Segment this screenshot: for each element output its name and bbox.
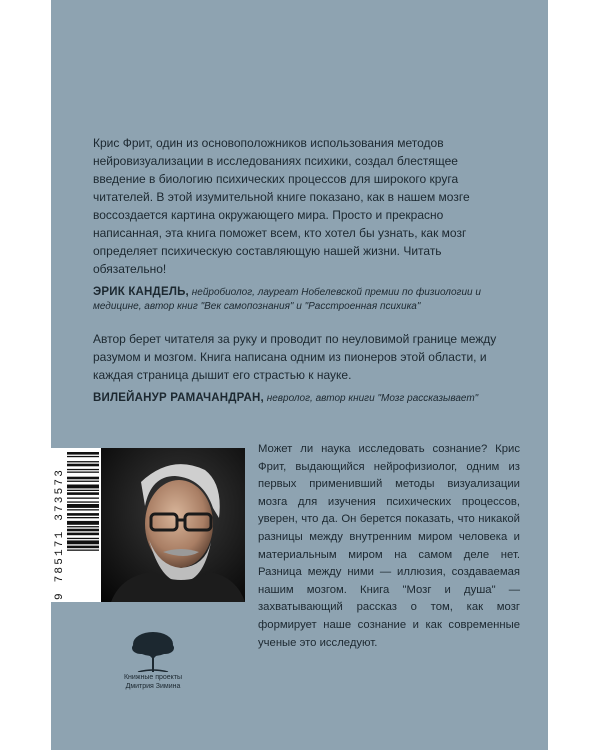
author-photo [101, 448, 245, 602]
book-description: Может ли наука исследовать сознание? Крис Фрит, выдающийся нейрофизиолог, одним из первых применивший методы визуализации мозга для изучения психических процессов, уверен, что да. Он берется показать, что никакой разницы между внутренним миром человека и материальным миром на самом деле нет. Разница между ними — иллюзия, создаваемая нашим мозгом. Книга "Мозг и душа" — захватывающий рассказ о том, как мозг формирует наше сознание и как современные ученые это исследуют. [258, 443, 520, 649]
publisher-name-line1: Книжные проекты [123, 674, 183, 681]
review-author: ЭРИК КАНДЕЛЬ, [93, 286, 189, 298]
review-author-credentials: невролог, автор книги "Мозг рассказывает" [266, 393, 479, 404]
publisher-name-line2: Дмитрия Зимина [125, 682, 181, 690]
review-attribution [93, 391, 513, 406]
review-text: Автор берет читателя за руку и проводит по неуловимой границе между разумом и мозгом. Книга написана одним из пионеров этой области, и каждая страница дышит его страстью к науке. [93, 332, 497, 382]
tree-icon [128, 628, 178, 672]
review-author: ВИЛЕЙАНУР РАМАЧАНДРАН, [93, 392, 264, 404]
publisher-logo [122, 628, 184, 691]
review-attribution [93, 285, 498, 314]
review-kandel [93, 134, 498, 314]
review-ramachandran [93, 330, 513, 406]
isbn-barcode [51, 448, 101, 602]
review-author-credentials: нейробиолог, лауреат Нобелевской премии по физиологии и медицине, автор книг "Век самопознания" и "Расстроенная психика" [93, 287, 481, 312]
review-text: Крис Фрит, один из основоположников использования методов нейровизуализации в исследованиях психики, создал блестящее введение в биологию психических процессов для широкого круга читателей. В этой изумительной книге показано, как в нашем мозге воссоздается картина окружающего мира. Просто и прекрасно написанная, эта книга поможет всем, кто хотел бы узнать, как мозг определяет психическую составляющую нашей жизни. Читать обязательно! [93, 136, 470, 276]
isbn-number: 9 785171 373573 [54, 467, 66, 600]
